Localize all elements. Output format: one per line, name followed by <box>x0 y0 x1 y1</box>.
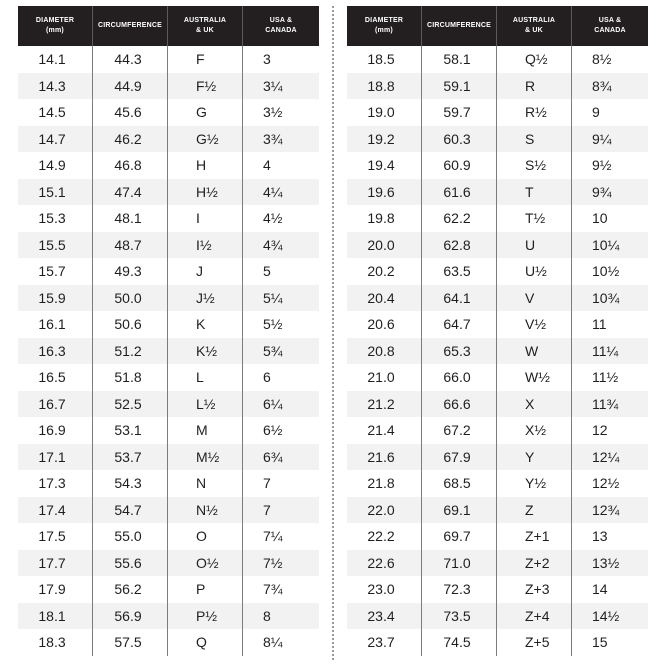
cell-australia-uk: J <box>168 258 243 285</box>
cell-usa-canada: 11¼ <box>572 338 648 365</box>
cell-circumference: 69.1 <box>422 497 497 524</box>
size-table-left-body <box>18 46 319 656</box>
cell-australia-uk: J½ <box>168 285 243 312</box>
cell-diameter: 19.2 <box>347 126 422 153</box>
cell-circumference: 44.9 <box>93 73 168 100</box>
cell-usa-canada: 9 <box>572 99 648 126</box>
cell-circumference: 50.0 <box>93 285 168 312</box>
cell-diameter: 15.5 <box>18 232 93 259</box>
cell-australia-uk: H½ <box>168 179 243 206</box>
cell-australia-uk: Z+5 <box>497 629 572 656</box>
cell-australia-uk: Z+3 <box>497 576 572 603</box>
size-table-left <box>18 6 319 656</box>
cell-usa-canada: 6 <box>243 364 319 391</box>
cell-australia-uk: P½ <box>168 603 243 630</box>
cell-diameter: 16.5 <box>18 364 93 391</box>
cell-diameter: 21.8 <box>347 470 422 497</box>
cell-usa-canada: 9½ <box>572 152 648 179</box>
cell-circumference: 53.1 <box>93 417 168 444</box>
cell-australia-uk: W <box>497 338 572 365</box>
table-row <box>18 311 319 338</box>
table-row <box>347 205 648 232</box>
cell-australia-uk: V½ <box>497 311 572 338</box>
cell-circumference: 55.6 <box>93 550 168 577</box>
header-circumference: CIRCUMFERENCE <box>422 6 497 46</box>
cell-usa-canada: 10 <box>572 205 648 232</box>
cell-circumference: 54.3 <box>93 470 168 497</box>
cell-diameter: 14.1 <box>18 46 93 73</box>
cell-circumference: 50.6 <box>93 311 168 338</box>
cell-australia-uk: O <box>168 523 243 550</box>
cell-usa-canada: 5¼ <box>243 285 319 312</box>
cell-diameter: 21.4 <box>347 417 422 444</box>
cell-circumference: 48.7 <box>93 232 168 259</box>
cell-usa-canada: 14 <box>572 576 648 603</box>
cell-circumference: 65.3 <box>422 338 497 365</box>
cell-australia-uk: F <box>168 46 243 73</box>
cell-australia-uk: S <box>497 126 572 153</box>
cell-circumference: 69.7 <box>422 523 497 550</box>
size-table-right-panel <box>347 6 648 660</box>
cell-diameter: 16.3 <box>18 338 93 365</box>
cell-usa-canada: 13½ <box>572 550 648 577</box>
table-row <box>18 126 319 153</box>
table-row <box>347 523 648 550</box>
header-circumference: CIRCUMFERENCE <box>93 6 168 46</box>
cell-circumference: 67.9 <box>422 444 497 471</box>
cell-diameter: 15.3 <box>18 205 93 232</box>
cell-usa-canada: 4¼ <box>243 179 319 206</box>
size-table-left-panel <box>18 6 319 660</box>
cell-diameter: 18.3 <box>18 629 93 656</box>
cell-usa-canada: 10½ <box>572 258 648 285</box>
cell-australia-uk: M½ <box>168 444 243 471</box>
cell-usa-canada: 9¾ <box>572 179 648 206</box>
cell-usa-canada: 11¾ <box>572 391 648 418</box>
cell-australia-uk: O½ <box>168 550 243 577</box>
cell-diameter: 16.1 <box>18 311 93 338</box>
cell-usa-canada: 7 <box>243 497 319 524</box>
cell-diameter: 19.6 <box>347 179 422 206</box>
cell-circumference: 57.5 <box>93 629 168 656</box>
table-row <box>347 417 648 444</box>
cell-australia-uk: Q½ <box>497 46 572 73</box>
table-row <box>347 444 648 471</box>
cell-circumference: 60.3 <box>422 126 497 153</box>
cell-circumference: 64.1 <box>422 285 497 312</box>
cell-diameter: 23.7 <box>347 629 422 656</box>
cell-australia-uk: T <box>497 179 572 206</box>
cell-diameter: 14.9 <box>18 152 93 179</box>
cell-circumference: 55.0 <box>93 523 168 550</box>
table-row <box>347 550 648 577</box>
cell-australia-uk: H <box>168 152 243 179</box>
table-row <box>18 152 319 179</box>
cell-australia-uk: Y <box>497 444 572 471</box>
table-row <box>18 523 319 550</box>
cell-circumference: 64.7 <box>422 311 497 338</box>
cell-diameter: 20.6 <box>347 311 422 338</box>
cell-australia-uk: F½ <box>168 73 243 100</box>
cell-usa-canada: 7¼ <box>243 523 319 550</box>
cell-australia-uk: Q <box>168 629 243 656</box>
table-row <box>347 338 648 365</box>
header-australia-uk: AUSTRALIA & UK <box>497 6 572 46</box>
table-row <box>347 285 648 312</box>
table-row <box>18 285 319 312</box>
cell-usa-canada: 8¼ <box>243 629 319 656</box>
cell-australia-uk: K <box>168 311 243 338</box>
cell-circumference: 48.1 <box>93 205 168 232</box>
table-row <box>18 603 319 630</box>
table-row <box>18 205 319 232</box>
cell-australia-uk: Z <box>497 497 572 524</box>
cell-australia-uk: P <box>168 576 243 603</box>
table-row <box>18 232 319 259</box>
cell-usa-canada: 4¾ <box>243 232 319 259</box>
cell-circumference: 59.1 <box>422 73 497 100</box>
cell-australia-uk: L½ <box>168 391 243 418</box>
cell-usa-canada: 10¼ <box>572 232 648 259</box>
table-row <box>347 126 648 153</box>
cell-diameter: 15.1 <box>18 179 93 206</box>
cell-circumference: 54.7 <box>93 497 168 524</box>
cell-usa-canada: 3¼ <box>243 73 319 100</box>
cell-australia-uk: Z+4 <box>497 603 572 630</box>
cell-circumference: 60.9 <box>422 152 497 179</box>
cell-diameter: 18.8 <box>347 73 422 100</box>
cell-diameter: 21.0 <box>347 364 422 391</box>
cell-australia-uk: X <box>497 391 572 418</box>
cell-usa-canada: 9¼ <box>572 126 648 153</box>
cell-usa-canada: 6¼ <box>243 391 319 418</box>
cell-circumference: 59.7 <box>422 99 497 126</box>
cell-usa-canada: 4½ <box>243 205 319 232</box>
cell-australia-uk: G½ <box>168 126 243 153</box>
cell-diameter: 17.7 <box>18 550 93 577</box>
cell-diameter: 17.9 <box>18 576 93 603</box>
cell-circumference: 56.9 <box>93 603 168 630</box>
cell-australia-uk: W½ <box>497 364 572 391</box>
cell-circumference: 67.2 <box>422 417 497 444</box>
table-row <box>18 576 319 603</box>
header-usa-canada: USA & CANADA <box>572 6 648 46</box>
cell-usa-canada: 7¾ <box>243 576 319 603</box>
cell-circumference: 71.0 <box>422 550 497 577</box>
cell-circumference: 49.3 <box>93 258 168 285</box>
cell-australia-uk: N <box>168 470 243 497</box>
cell-usa-canada: 13 <box>572 523 648 550</box>
table-row <box>18 338 319 365</box>
table-row <box>347 99 648 126</box>
cell-circumference: 56.2 <box>93 576 168 603</box>
cell-diameter: 20.0 <box>347 232 422 259</box>
size-table-right <box>347 6 648 656</box>
cell-usa-canada: 6½ <box>243 417 319 444</box>
cell-usa-canada: 14½ <box>572 603 648 630</box>
table-row <box>18 46 319 73</box>
cell-diameter: 15.7 <box>18 258 93 285</box>
table-row <box>18 444 319 471</box>
cell-circumference: 46.2 <box>93 126 168 153</box>
cell-usa-canada: 8¾ <box>572 73 648 100</box>
cell-diameter: 23.4 <box>347 603 422 630</box>
table-row <box>347 391 648 418</box>
table-row <box>347 73 648 100</box>
header-row <box>18 6 319 46</box>
cell-australia-uk: N½ <box>168 497 243 524</box>
cell-usa-canada: 12¾ <box>572 497 648 524</box>
cell-usa-canada: 12½ <box>572 470 648 497</box>
cell-usa-canada: 5 <box>243 258 319 285</box>
cell-circumference: 74.5 <box>422 629 497 656</box>
cell-australia-uk: Z+1 <box>497 523 572 550</box>
cell-circumference: 62.2 <box>422 205 497 232</box>
cell-usa-canada: 8½ <box>572 46 648 73</box>
cell-usa-canada: 3 <box>243 46 319 73</box>
cell-diameter: 17.4 <box>18 497 93 524</box>
table-row <box>347 497 648 524</box>
cell-diameter: 19.8 <box>347 205 422 232</box>
cell-usa-canada: 12 <box>572 417 648 444</box>
cell-australia-uk: G <box>168 99 243 126</box>
cell-australia-uk: Y½ <box>497 470 572 497</box>
cell-circumference: 73.5 <box>422 603 497 630</box>
table-row <box>347 232 648 259</box>
table-row <box>18 179 319 206</box>
table-row <box>347 152 648 179</box>
cell-diameter: 14.7 <box>18 126 93 153</box>
cell-australia-uk: X½ <box>497 417 572 444</box>
table-row <box>18 99 319 126</box>
cell-australia-uk: S½ <box>497 152 572 179</box>
table-row <box>18 73 319 100</box>
cell-circumference: 46.8 <box>93 152 168 179</box>
cell-australia-uk: L <box>168 364 243 391</box>
cell-circumference: 47.4 <box>93 179 168 206</box>
table-row <box>18 417 319 444</box>
cell-diameter: 18.5 <box>347 46 422 73</box>
cell-usa-canada: 3½ <box>243 99 319 126</box>
cell-usa-canada: 5¾ <box>243 338 319 365</box>
cell-usa-canada: 11 <box>572 311 648 338</box>
cell-usa-canada: 11½ <box>572 364 648 391</box>
table-row <box>347 629 648 656</box>
cell-circumference: 58.1 <box>422 46 497 73</box>
cell-diameter: 14.5 <box>18 99 93 126</box>
cell-diameter: 16.7 <box>18 391 93 418</box>
header-australia-uk: AUSTRALIA & UK <box>168 6 243 46</box>
cell-circumference: 68.5 <box>422 470 497 497</box>
cell-usa-canada: 7½ <box>243 550 319 577</box>
cell-usa-canada: 10¾ <box>572 285 648 312</box>
cell-circumference: 52.5 <box>93 391 168 418</box>
cell-usa-canada: 15 <box>572 629 648 656</box>
table-row <box>18 550 319 577</box>
cell-circumference: 63.5 <box>422 258 497 285</box>
cell-australia-uk: U <box>497 232 572 259</box>
cell-usa-canada: 3¾ <box>243 126 319 153</box>
cell-diameter: 17.5 <box>18 523 93 550</box>
cell-diameter: 19.0 <box>347 99 422 126</box>
table-row <box>18 629 319 656</box>
cell-circumference: 53.7 <box>93 444 168 471</box>
cell-diameter: 17.1 <box>18 444 93 471</box>
cell-diameter: 17.3 <box>18 470 93 497</box>
cell-circumference: 66.0 <box>422 364 497 391</box>
cell-diameter: 20.8 <box>347 338 422 365</box>
cell-circumference: 51.8 <box>93 364 168 391</box>
cell-usa-canada: 5½ <box>243 311 319 338</box>
cell-usa-canada: 7 <box>243 470 319 497</box>
cell-australia-uk: U½ <box>497 258 572 285</box>
cell-diameter: 21.6 <box>347 444 422 471</box>
cell-australia-uk: I½ <box>168 232 243 259</box>
cell-circumference: 45.6 <box>93 99 168 126</box>
cell-diameter: 21.2 <box>347 391 422 418</box>
cell-diameter: 23.0 <box>347 576 422 603</box>
cell-diameter: 22.2 <box>347 523 422 550</box>
size-table-right-body <box>347 46 648 656</box>
cell-circumference: 72.3 <box>422 576 497 603</box>
cell-diameter: 18.1 <box>18 603 93 630</box>
cell-australia-uk: K½ <box>168 338 243 365</box>
header-diameter: DIAMETER (mm) <box>347 6 422 46</box>
table-row <box>347 46 648 73</box>
cell-diameter: 16.9 <box>18 417 93 444</box>
table-row <box>347 576 648 603</box>
cell-usa-canada: 6¾ <box>243 444 319 471</box>
cell-diameter: 19.4 <box>347 152 422 179</box>
cell-diameter: 14.3 <box>18 73 93 100</box>
cell-circumference: 44.3 <box>93 46 168 73</box>
cell-usa-canada: 8 <box>243 603 319 630</box>
cell-australia-uk: T½ <box>497 205 572 232</box>
cell-diameter: 20.2 <box>347 258 422 285</box>
dotted-divider <box>332 6 334 660</box>
cell-circumference: 62.8 <box>422 232 497 259</box>
table-row <box>347 603 648 630</box>
cell-australia-uk: R½ <box>497 99 572 126</box>
header-diameter: DIAMETER (mm) <box>18 6 93 46</box>
cell-australia-uk: M <box>168 417 243 444</box>
cell-diameter: 22.0 <box>347 497 422 524</box>
cell-circumference: 61.6 <box>422 179 497 206</box>
header-usa-canada: USA & CANADA <box>243 6 319 46</box>
table-row <box>18 364 319 391</box>
cell-usa-canada: 12¼ <box>572 444 648 471</box>
cell-diameter: 22.6 <box>347 550 422 577</box>
table-row <box>18 391 319 418</box>
cell-usa-canada: 4 <box>243 152 319 179</box>
cell-diameter: 20.4 <box>347 285 422 312</box>
cell-diameter: 15.9 <box>18 285 93 312</box>
cell-australia-uk: I <box>168 205 243 232</box>
table-row <box>347 311 648 338</box>
table-row <box>347 258 648 285</box>
table-row <box>347 364 648 391</box>
cell-australia-uk: Z+2 <box>497 550 572 577</box>
cell-australia-uk: V <box>497 285 572 312</box>
table-row <box>18 497 319 524</box>
table-row <box>18 470 319 497</box>
table-row <box>347 470 648 497</box>
table-row <box>347 179 648 206</box>
cell-circumference: 51.2 <box>93 338 168 365</box>
cell-australia-uk: R <box>497 73 572 100</box>
table-row <box>18 258 319 285</box>
cell-circumference: 66.6 <box>422 391 497 418</box>
header-row <box>347 6 648 46</box>
